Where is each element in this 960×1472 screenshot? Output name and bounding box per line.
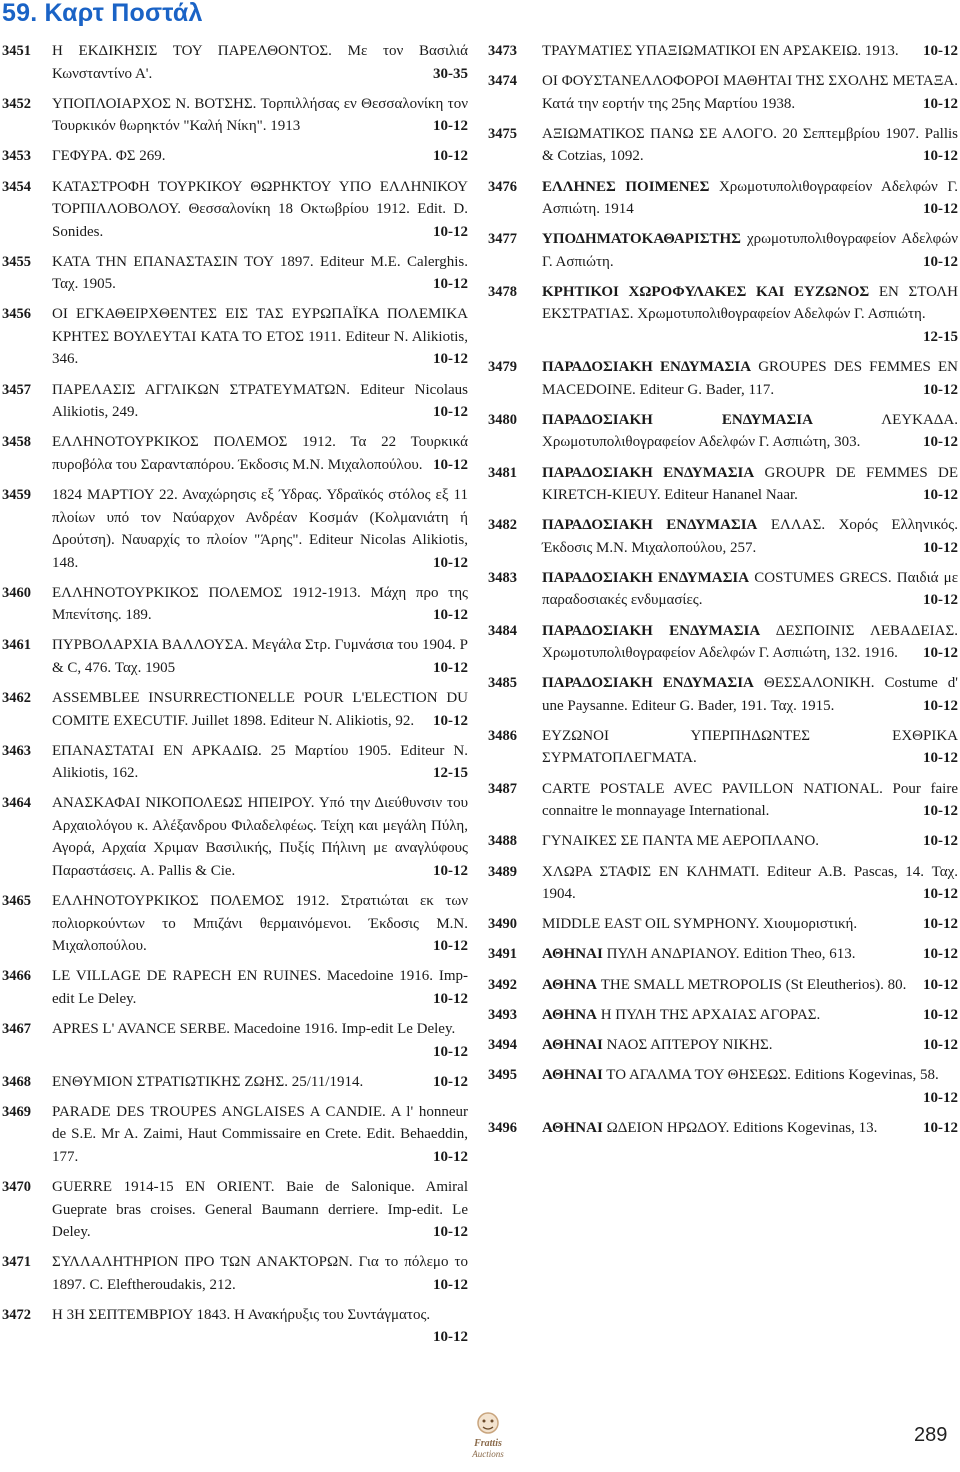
lot-entry: [488, 567, 958, 612]
lot-description: [52, 890, 468, 958]
lot-description: [52, 176, 468, 244]
lot-number: 3481: [488, 464, 517, 481]
lot-entry: [2, 145, 468, 168]
page-number: 289: [914, 1424, 948, 1446]
lot-entry: [488, 409, 958, 454]
lot-price: 10-12: [923, 697, 958, 714]
lot-entry: [488, 1004, 958, 1027]
lot-description: [52, 1018, 468, 1063]
lot-entry: [2, 687, 468, 732]
lot-text: COSTUMES GRECS. Παιδιά με παραδοσιακές ενδυμασίες.: [542, 569, 958, 609]
lot-text: ΓΕΦΥΡΑ. ΦΣ 269.: [52, 148, 166, 165]
lot-text: ΕΠΑΝΑΣΤΑΤΑΙ ΕΝ ΑΡΚΑΔΙΩ. 25 Μαρτίου 1905. Editeur N. Alikiotis, 162.: [52, 742, 468, 782]
lot-price: 10-12: [433, 276, 468, 293]
lot-entry: [488, 1034, 958, 1057]
lot-heading: ΑΘΗΝΑΙ: [542, 1067, 603, 1084]
lot-price: 10-12: [923, 592, 958, 609]
lot-price: 10-12: [433, 223, 468, 240]
lot-price: 10-12: [923, 434, 958, 451]
lot-description: [52, 965, 468, 1010]
section-title: 59. Καρτ Ποστάλ: [2, 0, 203, 27]
lot-description: [542, 70, 958, 115]
lot-text: ΤΟ ΑΓΑΛΜΑ ΤΟΥ ΘΗΣΕΩΣ. Editions Kogevinas, 58.: [606, 1067, 939, 1084]
lot-price: 10-12: [433, 659, 468, 676]
lot-number: 3490: [488, 916, 517, 933]
lot-description: [542, 778, 958, 823]
lot-description: [52, 1304, 468, 1349]
lot-description: [542, 725, 958, 770]
lot-number: 3476: [488, 178, 517, 195]
lot-number: 3473: [488, 43, 517, 59]
lot-entry: [488, 943, 958, 966]
page-header: [0, 0, 960, 30]
lot-heading: ΠΑΡΑΔΟΣΙΑΚΗ ΕΝΔΥΜΑΣΙΑ: [542, 622, 761, 639]
lot-entry: [488, 281, 958, 349]
lot-number: 3496: [488, 1119, 517, 1136]
left-column: [2, 40, 468, 1357]
lot-price: 10-12: [923, 886, 958, 902]
lot-text: ΕΝΘΥΜΙΟΝ ΣΤΡΑΤΙΩΤΙΚΗΣ ΖΩΗΣ. 25/11/1914.: [52, 1073, 364, 1090]
lot-text: χρωμοτυπολιθογραφείον Αδελφών Γ. Ασπιώτη.: [542, 231, 958, 270]
lot-entry: [488, 228, 958, 273]
lot-entry: [2, 1018, 468, 1063]
lot-price: 10-12: [433, 404, 468, 421]
lot-entry: [2, 1176, 468, 1244]
lot-entry: [2, 634, 468, 679]
lot-description: [52, 792, 468, 882]
lot-number: 3455: [2, 253, 31, 270]
lot-price: 10-12: [433, 1224, 468, 1241]
lot-text: Η ΠΥΛΗ ΤΗΣ ΑΡΧΑΙΑΣ ΑΓΟΡΑΣ.: [600, 1006, 821, 1023]
lot-text: ΩΔΕΙΟΝ ΗΡΩΔΟΥ. Editions Kogevinas, 13.: [606, 1119, 878, 1136]
lot-entry: [2, 1251, 468, 1296]
lot-description: [542, 514, 958, 559]
lot-price: 12-15: [433, 765, 468, 782]
lot-description: [542, 462, 958, 507]
lot-description: [542, 40, 958, 63]
lot-number: 3454: [2, 178, 31, 195]
lot-description: [52, 303, 468, 371]
lot-number: 3457: [2, 381, 31, 398]
lot-price: 10-12: [433, 1329, 468, 1346]
lot-number: 3491: [488, 946, 517, 963]
lot-entry: [488, 861, 958, 906]
lot-number: 3485: [488, 675, 517, 692]
lot-text: ΕΛΛΗΝΟΤΟΥΡΚΙΚΟΣ ΠΟΛΕΜΟΣ 1912. Τα 22 Τουρκικά πυροβόλα του Σαρανταπόρου. Έκδοσις Μ.Ν. Μιχαλοπούλου.: [52, 434, 468, 473]
lot-number: 3456: [2, 306, 31, 323]
lot-entry: [2, 484, 468, 574]
lot-text: ΕΝ ΣΤΟΛΗ ΕΚΣΤΡΑΤΙΑΣ. Χρωμοτυπολιθογραφείον Αδελφών Γ. Ασπιώτη.: [542, 283, 959, 323]
lot-text: ΚΑΤΑΣΤΡΟΦΗ ΤΟΥΡΚΙΚΟΥ ΘΩΡΗΚΤΟΥ ΥΠΟ ΕΛΛΗΝΙΚΟΥ ΤΟΡΠΙΛΛΟΒΟΛΟΥ. Θεσσαλονίκη 18 Οκτωβρίου 1912. Edit. D. Sonides.: [52, 178, 468, 240]
lot-text: ΠΥΡΒΟΛΑΡΧΙΑ ΒΑΛΛΟΥΣΑ. Μεγάλα Στρ. Γυμνάσια του 1904. P & C, 476. Ταχ. 1905: [52, 637, 468, 676]
lot-heading: ΚΡΗΤΙΚΟΙ ΧΩΡΟΦΥΛΑΚΕΣ ΚΑΙ ΕΥΖΩΝΟΣ: [542, 283, 870, 300]
lot-price: 10-12: [923, 381, 958, 398]
lot-entry: [488, 514, 958, 559]
lot-text: ΤΡΑΥΜΑΤΙΕΣ ΥΠΑΞΙΩΜΑΤΙΚΟΙ ΕΝ ΑΡΣΑΚΕΙΩ. 1913.: [542, 43, 899, 59]
lot-description: [52, 40, 468, 85]
lot-price: 10-12: [923, 803, 958, 820]
lot-number: 3469: [2, 1103, 31, 1120]
lot-heading: ΥΠΟΔΗΜΑΤΟΚΑΘΑΡΙΣΤΗΣ: [542, 231, 741, 248]
lot-number: 3453: [2, 148, 31, 165]
lot-price: 10-12: [923, 148, 958, 165]
lot-text: ΥΠΟΠΛΟΙΑΡΧΟΣ Ν. ΒΟΤΣΗΣ. Τορπιλλήσας εν Θεσσαλονίκη τον Τουρκικόν θωρηκτόν "Καλή Νίκη". 1913: [52, 95, 468, 135]
lot-number: 3482: [488, 517, 517, 534]
lot-description: [542, 409, 958, 454]
lot-description: [542, 913, 958, 936]
lot-text: ΕΛΛΗΝΟΤΟΥΡΚΙΚΟΣ ΠΟΛΕΜΟΣ 1912. Στρατιώται εκ των πολιορκούντων το Μπιζάνι θερμαινόμενοι. Έκδοσις Μ.Ν. Μιχαλοπούλου.: [52, 893, 468, 955]
lot-text: ΕΛΛΗΝΟΤΟΥΡΚΙΚΟΣ ΠΟΛΕΜΟΣ 1912-1913. Μάχη προ της Μπενίτσης. 189.: [52, 584, 468, 624]
lot-entry: [2, 431, 468, 476]
lot-description: [542, 176, 958, 221]
lot-number: 3483: [488, 569, 517, 586]
lot-entry: [488, 1064, 958, 1109]
lot-entry: [488, 40, 958, 63]
lot-price: 10-12: [433, 1276, 468, 1293]
lot-number: 3478: [488, 283, 517, 300]
lot-number: 3477: [488, 231, 517, 248]
lot-heading: ΠΑΡΑΔΟΣΙΑΚΗ ΕΝΔΥΜΑΣΙΑ: [542, 517, 758, 534]
lot-heading: ΠΑΡΑΔΟΣΙΑΚΗ ΕΝΔΥΜΑΣΙΑ: [542, 464, 755, 481]
lot-text: MIDDLE EAST OIL SYMPHONY. Χιουμοριστική.: [542, 916, 858, 933]
lot-number: 3479: [488, 359, 517, 376]
lot-entry: [2, 1304, 468, 1349]
lot-text: ΣΥΛΛΑΛΗΤΗΡΙΟΝ ΠΡΟ ΤΩΝ ΑΝΑΚΤΟΡΩΝ. Για το πόλεμο το 1897. C. Eleftheroudakis, 212.: [52, 1254, 468, 1293]
lot-description: [52, 1176, 468, 1244]
lot-text: ΛΕΥΚΑΔΑ. Χρωμοτυπολιθογραφείον Αδελφών Γ. Ασπιώτη, 303.: [542, 411, 958, 451]
lot-description: [52, 251, 468, 296]
lot-entry: [2, 582, 468, 627]
lot-number: 3460: [2, 584, 31, 601]
lot-price: 10-12: [923, 916, 958, 933]
lot-price: 10-12: [433, 990, 468, 1007]
lot-description: [52, 1071, 468, 1094]
lot-number: 3475: [488, 125, 517, 142]
lot-number: 3472: [2, 1306, 31, 1323]
lot-number: 3484: [488, 622, 517, 639]
lot-price: 10-12: [433, 456, 468, 473]
lot-price: 10-12: [433, 938, 468, 955]
lot-description: [542, 1034, 958, 1057]
lot-text: ASSEMBLEE INSURRECTIONELLE POUR L'ELECTION DU COMITE EXECUTIF. Juillet 1898. Editeur N. Alikiotis, 92.: [52, 690, 468, 729]
lot-number: 3466: [2, 968, 31, 985]
lot-entry: [2, 1101, 468, 1169]
lot-description: [52, 93, 468, 138]
lot-number: 3494: [488, 1036, 517, 1053]
lot-text: ΘΕΣΣΑΛΟΝΙΚΗ. Costume d' une Paysanne. Editeur G. Bader, 191. Ταχ. 1915.: [542, 675, 958, 714]
lot-number: 3492: [488, 976, 517, 993]
lot-entry: [488, 176, 958, 221]
lot-description: [542, 123, 958, 168]
lot-description: [542, 620, 958, 665]
lot-text: CARTE POSTALE AVEC PAVILLON NATIONAL. Pour faire connaitre le monnayage International.: [542, 780, 958, 820]
lot-number: 3465: [2, 893, 31, 910]
lot-entry: [2, 792, 468, 882]
lot-description: [52, 145, 468, 168]
lot-heading: ΑΘΗΝΑ: [542, 1006, 597, 1023]
lot-price: 10-12: [923, 1089, 958, 1106]
lot-price: 10-12: [433, 148, 468, 165]
lot-heading: ΠΑΡΑΔΟΣΙΑΚΗ ΕΝΔΥΜΑΣΙΑ: [542, 675, 754, 692]
lot-entry: [2, 890, 468, 958]
lot-text: GUERRE 1914-15 EN ORIENT. Baie de Salonique. Amiral Gueprate bras croises. General Baumann derriere. Imp-edit. Le Deley.: [52, 1179, 468, 1241]
lot-number: 3493: [488, 1006, 517, 1023]
lot-number: 3470: [2, 1179, 31, 1196]
lot-text: ΚΑΤΑ ΤΗΝ ΕΠΑΝΑΣΤΑΣΙΝ ΤΟΥ 1897. Editeur M.E. Calerghis. Ταχ. 1905.: [52, 253, 468, 293]
lot-text: Η ΕΚΔΙΚΗΣΙΣ ΤΟΥ ΠΑΡΕΛΘΟΝΤΟΣ. Με τον Βασιλιά Κωνσταντίνο Α'.: [52, 43, 468, 82]
lot-entry: [2, 1071, 468, 1094]
lot-description: [52, 379, 468, 424]
lot-number: 3495: [488, 1067, 517, 1084]
lot-text: ΓΥΝΑΙΚΕΣ ΣΕ ΠΑΝΤΑ ΜΕ ΑΕΡΟΠΛΑΝΟ.: [542, 833, 820, 850]
lot-number: 3474: [488, 73, 517, 90]
lot-description: [542, 567, 958, 612]
lot-price: 10-12: [923, 645, 958, 662]
lot-entry: [488, 672, 958, 717]
lot-description: [542, 228, 958, 273]
lot-number: 3480: [488, 411, 517, 428]
lot-description: [542, 974, 958, 997]
lot-number: 3468: [2, 1073, 31, 1090]
lot-description: [52, 634, 468, 679]
lot-price: 10-12: [923, 253, 958, 270]
lot-text: GROUPR DE FEMMES DE KIRETCH-KIEUY. Editeur Hananel Naar.: [542, 464, 959, 503]
lot-number: 3463: [2, 742, 31, 759]
lot-entry: [2, 251, 468, 296]
lot-description: [542, 830, 958, 853]
lot-description: [52, 1251, 468, 1296]
lot-price: 10-12: [433, 1043, 468, 1060]
lot-description: [542, 1117, 958, 1140]
lot-text: ΧΛΩΡΑ ΣΤΑΦΙΣ ΕΝ ΚΛΗΜΑΤΙ. Editeur A.B. Pascas, 14. Ταχ. 1904.: [542, 863, 958, 902]
lot-price: 10-12: [433, 554, 468, 571]
lot-description: [52, 484, 468, 574]
lot-price: 10-12: [923, 43, 958, 59]
lot-price: 10-12: [923, 487, 958, 503]
lot-number: 3461: [2, 637, 31, 654]
lot-description: [52, 431, 468, 476]
lot-entry: [2, 303, 468, 371]
lot-number: 3471: [2, 1254, 31, 1271]
lot-entry: [488, 974, 958, 997]
lot-entry: [488, 830, 958, 853]
lot-price: 10-12: [433, 1073, 468, 1090]
lot-entry: [488, 913, 958, 936]
lot-description: [52, 740, 468, 785]
lot-text: LE VILLAGE DE RAPECH EN RUINES. Macedoine 1916. Imp-edit Le Deley.: [52, 968, 468, 1007]
lot-number: 3459: [2, 487, 31, 503]
lot-text: ΕΥΖΩΝΟΙ ΥΠΕΡΠΗΔΩΝΤΕΣ ΕΧΘΡΙΚΑ ΣΥΡΜΑΤΟΠΛΕΓΜΑΤΑ.: [542, 727, 958, 767]
lot-text: ΕΛΛΑΣ. Χορός Ελληνικός. Έκδοσις Μ.Ν. Μιχαλοπούλου, 257.: [542, 517, 958, 556]
lot-text: PARADE DES TROUPES ANGLAISES A CANDIE. A l' honneur de S.E. Mr A. Zaimi, Haut Commissaire en Crete. Edit. Behaeddin, 177.: [52, 1103, 468, 1165]
lot-number: 3486: [488, 727, 517, 744]
lot-price: 10-12: [923, 201, 958, 218]
lot-price: 10-12: [433, 1148, 468, 1165]
lot-description: [542, 1064, 958, 1109]
lot-entry: [488, 70, 958, 115]
lot-heading: ΑΘΗΝΑΙ: [542, 946, 603, 963]
lot-description: [542, 281, 958, 349]
lot-entry: [2, 176, 468, 244]
lot-entry: [2, 379, 468, 424]
svg-text:Auctions: Auctions: [472, 1449, 504, 1459]
lot-description: [542, 1004, 958, 1027]
lot-entry: [2, 40, 468, 85]
lot-entry: [488, 778, 958, 823]
lot-heading: ΠΑΡΑΔΟΣΙΑΚΗ ΕΝΔΥΜΑΣΙΑ: [542, 569, 750, 586]
lot-number: 3464: [2, 795, 31, 812]
lot-number: 3451: [2, 43, 31, 59]
lot-description: [542, 356, 958, 401]
lot-entry: [488, 620, 958, 665]
lot-text: ΝΑΟΣ ΑΠΤΕΡΟΥ ΝΙΚΗΣ.: [606, 1036, 773, 1053]
lot-text: ΑΞΙΩΜΑΤΙΚΟΣ ΠΑΝΩ ΣΕ ΑΛΟΓΟ. 20 Σεπτεμβρίου 1907. Pallis & Cotzias, 1092.: [542, 125, 958, 165]
lot-heading: ΠΑΡΑΔΟΣΙΑΚΗ ΕΝΔΥΜΑΣΙΑ: [542, 359, 752, 376]
lot-text: APRES L' AVANCE SERBE. Macedoine 1916. Imp-edit Le Deley.: [52, 1021, 456, 1037]
lot-price: 10-12: [923, 1119, 958, 1136]
lot-description: [542, 861, 958, 906]
lot-entry: [488, 462, 958, 507]
lot-price: 12-15: [923, 328, 958, 345]
lot-text: THE SMALL METROPOLIS (St Eleutherios). 80.: [600, 976, 907, 993]
lot-text: ΔΕΣΠΟΙΝΙΣ ΛΕΒΑΔΕΙΑΣ. Χρωμοτυπολιθογραφείον Αδελφών Γ. Ασπιώτη, 132. 1916.: [542, 622, 958, 662]
lot-number: 3487: [488, 780, 517, 797]
lot-price: 10-12: [433, 607, 468, 624]
lot-price: 10-12: [923, 833, 958, 850]
lot-text: Η 3Η ΣΕΠΤΕΜΒΡΙΟΥ 1843. Η Ανακήρυξις του Συντάγματος.: [52, 1306, 431, 1323]
lot-description: [52, 1101, 468, 1169]
lot-entry: [2, 965, 468, 1010]
lot-number: 3488: [488, 833, 517, 850]
lot-price: 10-12: [433, 862, 468, 879]
lot-text: ΟΙ ΕΓΚΑΘΕΙΡΧΘΕΝΤΕΣ ΕΙΣ ΤΑΣ ΕΥΡΩΠΑΪΚΑ ΠΟΛΕΜΙΚΑ ΚΡΗΤΕΣ ΒΟΥΛΕΥΤΑΙ ΚΑΤΑ ΤΟ ΕΤΟΣ 1911. Editeur N. Alikiotis, 346.: [52, 306, 468, 368]
lot-text: ΑΝΑΣΚΑΦΑΙ ΝΙΚΟΠΟΛΕΩΣ ΗΠΕΙΡΟΥ. Υπό την Διεύθυνσιν του Αρχαιολόγου κ. Αλέξανδρου Φιλαδελφέως. Τείχη και μεγάλη Πύλη, Αγορά, Αρχαία Χριμαν Βασιλικής, Πυξίς Πήλινη με αναγλύφους Παραστάσεις. A. Pallis & Cie.: [52, 795, 468, 879]
lot-price: 10-12: [433, 118, 468, 135]
lot-price: 10-12: [923, 1006, 958, 1023]
lot-description: [52, 687, 468, 732]
lot-number: 3489: [488, 863, 517, 880]
lot-heading: ΑΘΗΝΑΙ: [542, 1036, 603, 1053]
lot-price: 10-12: [433, 351, 468, 368]
lot-price: 10-12: [923, 95, 958, 112]
lot-price: 10-12: [923, 1036, 958, 1053]
lot-heading: ΠΑΡΑΔΟΣΙΑΚΗ ΕΝΔΥΜΑΣΙΑ: [542, 411, 813, 428]
lot-text: 1824 ΜΑΡΤΙΟΥ 22. Αναχώρησις εξ Ύδρας. Υδραϊκός στόλος εξ 11 πλοίων υπό τον Ναύαρχον Ανδρέαν Κοσμάν (Κολμανιάτη ή Δρούτση). Ναυαρχίς το πλοίον "Άρης". Editeur Nicolas Alikiotis, 148.: [52, 487, 468, 571]
lot-number: 3462: [2, 690, 31, 707]
lot-text: ΟΙ ΦΟΥΣΤΑΝΕΛΛΟΦΟΡΟΙ ΜΑΘΗΤΑΙ ΤΗΣ ΣΧΟΛΗΣ ΜΕΤΑΞΑ. Κατά την εορτήν της 25ης Μαρτίου 1938.: [542, 73, 958, 112]
lot-price: 10-12: [923, 976, 958, 993]
lot-price: 30-35: [433, 65, 468, 82]
lot-heading: ΑΘΗΝΑΙ: [542, 1119, 603, 1136]
lot-heading: ΕΛΛΗΝΕΣ ΠΟΙΜΕΝΕΣ: [542, 178, 710, 195]
lot-text: ΠΥΛΗ ΑΝΔΡΙΑΝΟΥ. Edition Theo, 613.: [606, 946, 856, 963]
lot-entry: [488, 725, 958, 770]
lot-price: 10-12: [923, 539, 958, 556]
lot-description: [52, 582, 468, 627]
lot-text: GROUPES DES FEMMES EN MACEDOINE. Editeur G. Bader, 117.: [542, 359, 959, 398]
lot-number: 3452: [2, 95, 31, 112]
lot-number: 3467: [2, 1021, 31, 1037]
lot-price: 10-12: [923, 946, 958, 963]
lot-number: 3458: [2, 434, 31, 451]
frattis-auctions-logo: [456, 1408, 520, 1460]
lot-price: 10-12: [923, 750, 958, 767]
lot-entry: [488, 1117, 958, 1140]
lot-entry: [2, 93, 468, 138]
lot-description: [542, 672, 958, 717]
right-column: [488, 40, 958, 1147]
lot-entry: [2, 740, 468, 785]
svg-text:Frattis: Frattis: [474, 1438, 502, 1449]
lot-heading: ΑΘΗΝΑ: [542, 976, 597, 993]
lot-description: [542, 943, 958, 966]
lot-price: 10-12: [433, 712, 468, 729]
lot-text: ΠΑΡΕΛΑΣΙΣ ΑΓΓΛΙΚΩΝ ΣΤΡΑΤΕΥΜΑΤΩΝ. Editeur Nicolaus Alikiotis, 249.: [52, 381, 468, 421]
lot-text: Χρωμοτυπολιθογραφείον Αδελφών Γ. Ασπιώτη. 1914: [542, 178, 958, 218]
lot-entry: [488, 356, 958, 401]
lot-entry: [488, 123, 958, 168]
